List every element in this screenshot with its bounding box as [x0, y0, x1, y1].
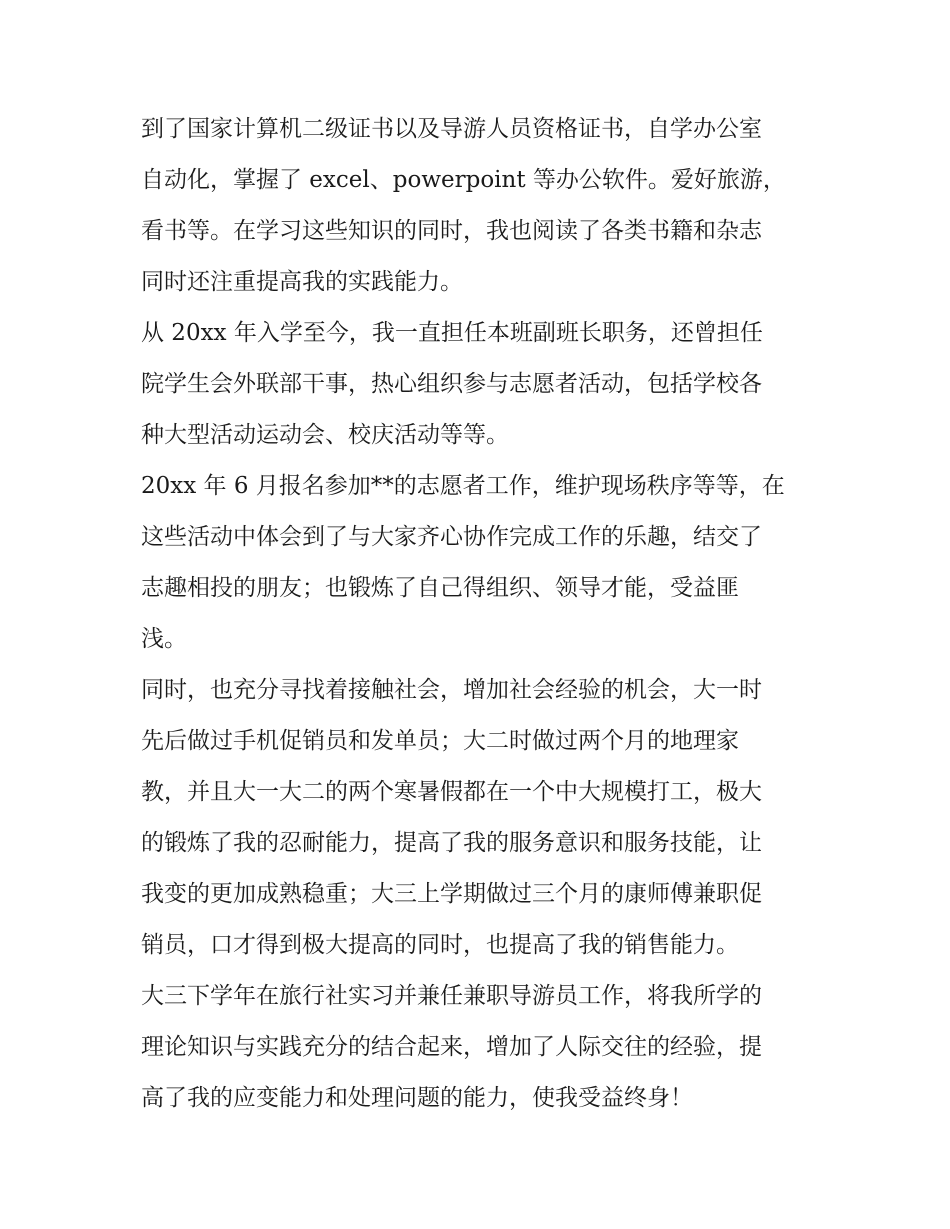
text-line: 高了我的应变能力和处理问题的能力，使我受益终身！: [141, 1085, 693, 1111]
text-line: 院学生会外联部干事，热心组织参与志愿者活动，包括学校各: [141, 371, 762, 397]
text-line: 的锻炼了我的忍耐能力，提高了我的服务意识和服务技能，让: [141, 830, 762, 856]
text-line: 志趣相投的朋友；也锻炼了自己得组织、领导才能，受益匪: [141, 575, 739, 601]
text-line: 浅。: [141, 626, 187, 652]
text-line: 先后做过手机促销员和发单员；大二时做过两个月的地理家: [141, 728, 739, 754]
text-line: 自动化，掌握了 excel、powerpoint 等办公软件。爱好旅游，: [141, 167, 786, 193]
text-line: 看书等。在学习这些知识的同时，我也阅读了各类书籍和杂志: [141, 218, 762, 244]
text-line: 从 20xx 年入学至今，我一直担任本班副班长职务，还曾担任: [141, 320, 763, 346]
text-line: 到了国家计算机二级证书以及导游人员资格证书，自学办公室: [141, 116, 762, 142]
text-line: 20xx 年 6 月报名参加**的志愿者工作，维护现场秩序等等，在: [141, 473, 785, 499]
body-text: [141, 104, 821, 1124]
text-line: 这些活动中体会到了与大家齐心协作完成工作的乐趣，结交了: [141, 524, 762, 550]
text-line: 大三下学年在旅行社实习并兼任兼职导游员工作，将我所学的: [141, 983, 762, 1009]
text-line: 销员，口才得到极大提高的同时，也提高了我的销售能力。: [141, 932, 739, 958]
text-line: 同时还注重提高我的实践能力。: [141, 269, 463, 295]
text-line: 我变的更加成熟稳重；大三上学期做过三个月的康师傅兼职促: [141, 881, 762, 907]
text-line: 种大型活动运动会、校庆活动等等。: [141, 422, 509, 448]
text-line: 理论知识与实践充分的结合起来，增加了人际交往的经验，提: [141, 1034, 762, 1060]
text-line: 同时，也充分寻找着接触社会，增加社会经验的机会，大一时: [141, 677, 762, 703]
text-line: 教，并且大一大二的两个寒暑假都在一个中大规模打工，极大: [141, 779, 762, 805]
